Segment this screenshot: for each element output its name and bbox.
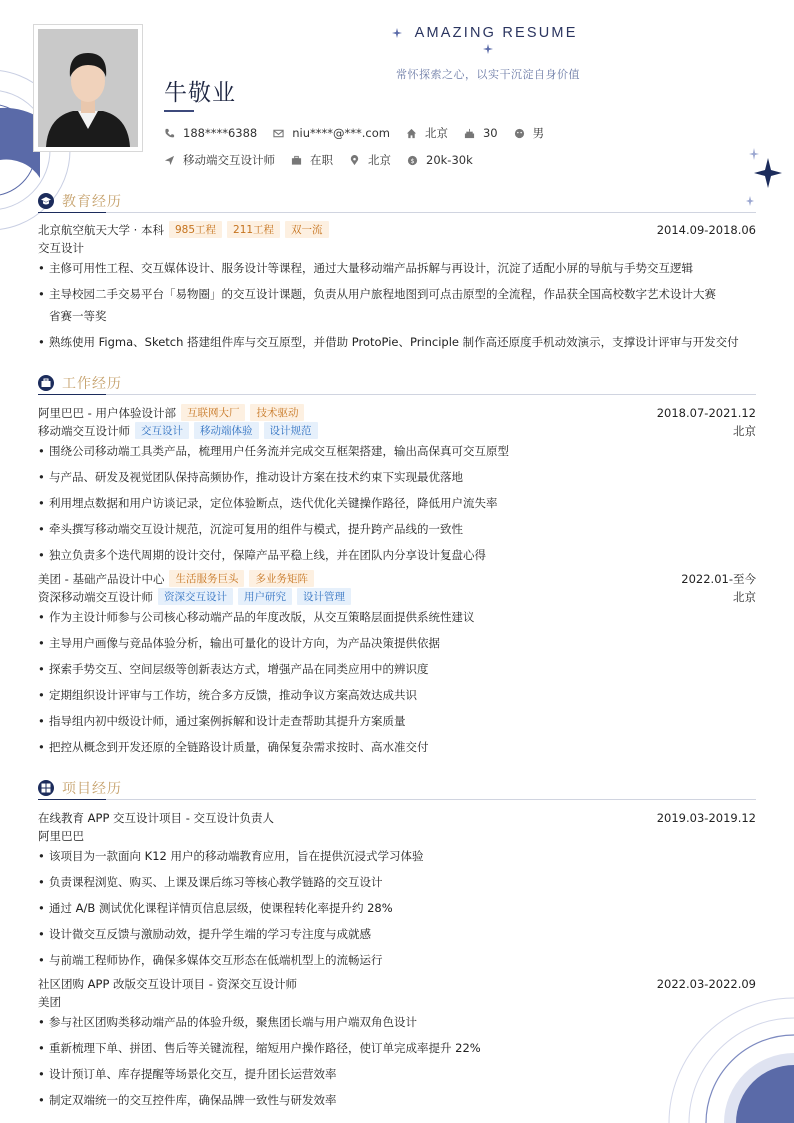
role-tag: 设计规范 <box>264 422 318 439</box>
job-entry <box>38 404 756 421</box>
svg-text:$: $ <box>410 156 415 165</box>
city-text: 北京 <box>368 153 391 167</box>
candidate-name: 牛敬业 <box>164 80 236 106</box>
section-divider-accent <box>38 394 106 395</box>
list-item: • 探索手势交互、空间层级等创新表达方式，增强产品在同类应用中的辨识度 <box>38 662 429 676</box>
project-entry <box>38 976 756 992</box>
list-item: • 参与社区团购类移动端产品的体验升级，聚焦团长端与用户端双角色设计 <box>38 1015 417 1029</box>
sparkle-icon <box>740 140 790 210</box>
phone-icon <box>164 128 175 139</box>
projects-title: 项目经历 <box>62 781 122 797</box>
section-divider <box>62 394 756 395</box>
major-row <box>38 240 756 256</box>
list-item: • 利用埋点数据和用户访谈记录，定位体验断点，迭代优化关键操作路径，降低用户流失率 <box>38 496 498 510</box>
education-section-header <box>38 191 122 211</box>
section-divider-accent <box>38 212 106 213</box>
list-item: • 指导组内初中级设计师，通过案例拆解和设计走查帮助其提升方案质量 <box>38 714 406 728</box>
school-name: 北京航空航天大学 · 本科 <box>38 222 164 237</box>
banner-subtitle: 常怀探索之心，以实干沉淀自身价值 <box>396 68 580 81</box>
project-org-row <box>38 828 756 844</box>
list-item: • 独立负责多个迭代周期的设计交付，保障产品平稳上线，并在团队内分享设计复盘心得 <box>38 548 486 562</box>
grid-icon <box>38 780 54 796</box>
phone-text: 188****6388 <box>183 126 258 140</box>
projects-section-header <box>38 778 122 798</box>
banner-title-text: AMAZING RESUME <box>414 25 578 41</box>
list-item: • 通过 A/B 测试优化课程详情页信息层级，使课程转化率提升约 28% <box>38 901 393 915</box>
company-tag: 技术驱动 <box>250 404 304 421</box>
role-row <box>38 422 756 439</box>
list-item: • 主导校园二手交易平台「易物圈」的交互设计课题，负责从用户旅程地图到可点击原型的全流程，作品获全国高校数字艺术设计大赛 <box>38 287 716 301</box>
send-icon <box>164 155 175 166</box>
gender-icon <box>514 128 525 139</box>
role-name: 资深移动端交互设计师 <box>38 589 153 604</box>
education-title: 教育经历 <box>62 194 122 210</box>
hometown-text: 北京 <box>424 126 448 140</box>
role-row <box>38 588 756 605</box>
list-item: • 主导用户画像与竞品体验分析，输出可量化的设计方向，为产品决策提供依据 <box>38 636 440 650</box>
job-location: 北京 <box>733 423 756 438</box>
list-item: • 牵头撰写移动端交互设计规范，沉淀可复用的组件与模式，提升跨产品线的一致性 <box>38 522 463 536</box>
company-name: 美团 - 基础产品设计中心 <box>38 571 165 586</box>
major-text: 交互设计 <box>38 241 84 255</box>
role-tag: 设计管理 <box>297 588 351 605</box>
job-location: 北京 <box>733 589 756 604</box>
list-item: • 熟练使用 Figma、Sketch 搭建组件库与交互原型，并借助 ProtoPie、Principle 制作高还原度手机动效演示，支撑设计评审与开发交付 <box>38 335 739 349</box>
briefcase-icon <box>38 375 54 391</box>
job-date: 2018.07-2021.12 <box>656 405 756 420</box>
work-section-header <box>38 373 122 393</box>
star-icon <box>483 44 493 54</box>
resume-banner <box>388 25 588 82</box>
list-item: • 围绕公司移动端工具类产品，梳理用户任务流并完成交互框架搭建，输出高保真可交互原型 <box>38 444 509 458</box>
home-icon <box>406 128 417 139</box>
company-tag: 多业务矩阵 <box>249 570 314 587</box>
star-icon <box>392 28 402 38</box>
school-tag: 双一流 <box>285 221 329 238</box>
role-tag: 用户研究 <box>238 588 292 605</box>
project-entry <box>38 810 756 826</box>
list-item: • 该项目为一款面向 K12 用户的移动端教育应用，旨在提供沉浸式学习体验 <box>38 849 424 863</box>
role-name: 移动端交互设计师 <box>38 423 130 438</box>
list-item: • 定期组织设计评审与工作坊，统合多方反馈，推动争议方案高效达成共识 <box>38 688 417 702</box>
project-date: 2022.03-2022.09 <box>656 977 756 991</box>
gender-text: 男 <box>532 126 545 140</box>
project-org-row <box>38 994 756 1010</box>
email-text: niu****@***.com <box>292 126 390 140</box>
briefcase-icon <box>291 155 302 166</box>
project-name: 在线教育 APP 交互设计项目 - 交互设计负责人 <box>38 811 275 825</box>
contact-row <box>164 125 560 141</box>
list-item: • 主修可用性工程、交互媒体设计、服务设计等课程，通过大量移动端产品拆解与再设计，沉淀了适配小屏的导航与手势交互逻辑 <box>38 261 693 275</box>
salary-text: 20k-30k <box>426 153 473 167</box>
location-pin-icon <box>349 155 360 166</box>
school-tag: 985工程 <box>169 221 222 238</box>
education-date: 2014.09-2018.06 <box>656 222 756 237</box>
list-item: • 重新梳理下单、拼团、售后等关键流程，缩短用户操作路径，使订单完成率提升 22% <box>38 1041 481 1055</box>
list-item: • 把控从概念到开发还原的全链路设计质量，确保复杂需求按时、高水准交付 <box>38 740 429 754</box>
age-text: 30 <box>482 126 498 140</box>
list-item: • 作为主设计师参与公司核心移动端产品的年度改版，从交互策略层面提供系统性建议 <box>38 610 475 624</box>
company-tag: 互联网大厂 <box>181 404 246 421</box>
list-item: • 与前端工程师协作，确保多媒体交互形态在低端机型上的流畅运行 <box>38 953 383 967</box>
role-tag: 资深交互设计 <box>158 588 233 605</box>
status-text: 在职 <box>310 153 333 167</box>
role-tag: 移动端体验 <box>194 422 259 439</box>
project-org: 美团 <box>38 995 61 1009</box>
role-tag: 交互设计 <box>135 422 189 439</box>
section-divider <box>62 799 756 800</box>
name-underline <box>164 110 194 112</box>
work-title: 工作经历 <box>62 376 122 392</box>
company-name: 阿里巴巴 - 用户体验设计部 <box>38 405 176 420</box>
project-org: 阿里巴巴 <box>38 829 84 843</box>
banner-title <box>388 25 588 57</box>
list-item: • 负责课程浏览、购买、上课及课后练习等核心教学链路的交互设计 <box>38 875 383 889</box>
education-entry <box>38 221 756 238</box>
list-item: • 设计微交互反馈与激励动效，提升学生端的学习专注度与成就感 <box>38 927 371 941</box>
section-divider <box>62 212 756 213</box>
company-tag: 生活服务巨头 <box>169 570 244 587</box>
job-date: 2022.01-至今 <box>681 571 756 586</box>
profile-photo <box>33 24 143 152</box>
graduation-cap-icon <box>38 193 54 209</box>
list-item: • 制定双端统一的交互控件库，确保品牌一致性与研发效率 <box>38 1093 337 1107</box>
list-item-continued: 省赛一等奖 <box>49 309 107 323</box>
school-tag: 211工程 <box>227 221 280 238</box>
job-row <box>164 152 489 168</box>
list-item: • 设计预订单、库存提醒等场景化交互，提升团长运营效率 <box>38 1067 337 1081</box>
email-icon <box>273 128 284 139</box>
list-item: • 与产品、研发及视觉团队保持高频协作，推动设计方案在技术约束下实现最优落地 <box>38 470 463 484</box>
salary-icon <box>407 155 418 166</box>
project-name: 社区团购 APP 改版交互设计项目 - 资深交互设计师 <box>38 977 298 991</box>
job-text: 移动端交互设计师 <box>183 153 275 167</box>
job-entry <box>38 570 756 587</box>
section-divider-accent <box>38 799 106 800</box>
cake-icon <box>464 128 475 139</box>
project-date: 2019.03-2019.12 <box>656 811 756 825</box>
